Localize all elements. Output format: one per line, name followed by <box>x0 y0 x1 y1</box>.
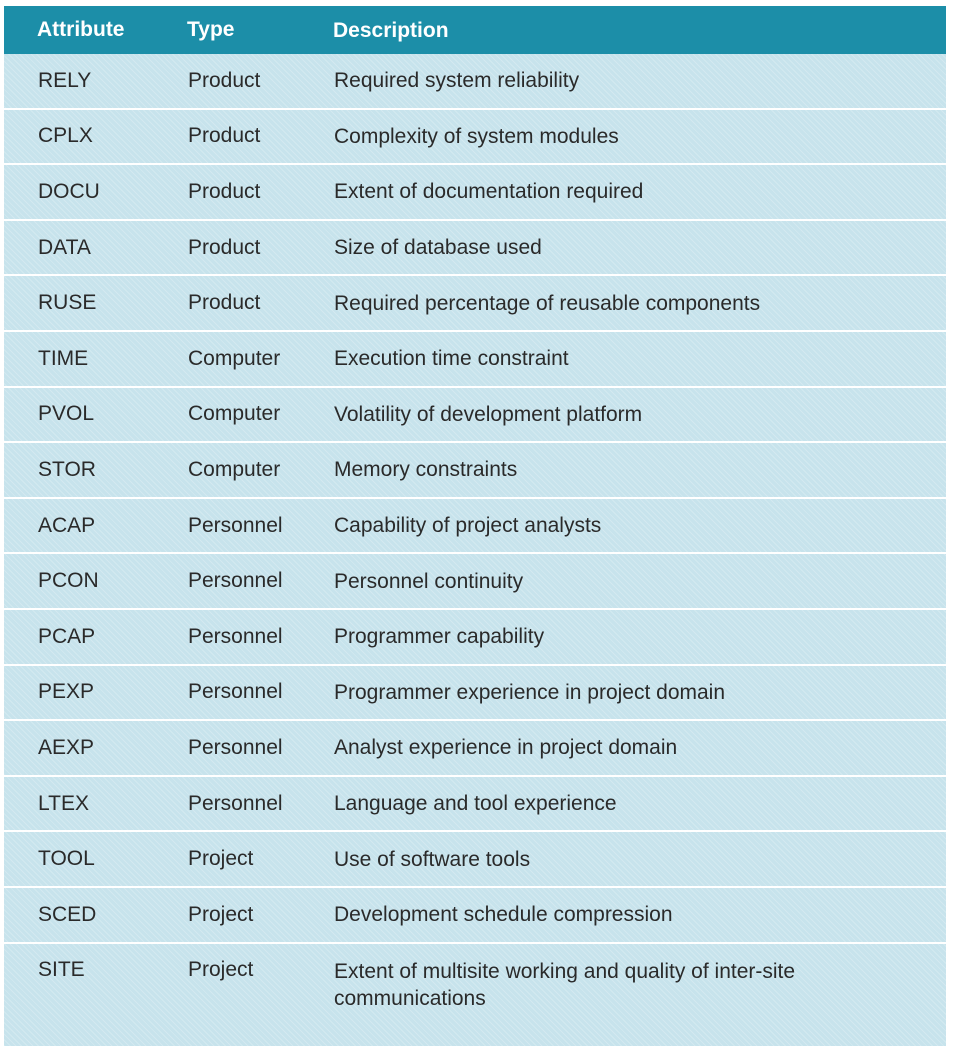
cell-description: Memory constraints <box>334 458 518 482</box>
header-type: Type <box>187 18 235 41</box>
cell-type: Product <box>188 291 261 315</box>
cell-attribute: PEXP <box>38 680 95 704</box>
table-row <box>4 110 946 166</box>
header-description: Description <box>333 18 449 42</box>
table-row <box>4 666 946 722</box>
cell-description: Analyst experience in project domain <box>334 736 678 760</box>
cell-type: Product <box>188 235 261 259</box>
cell-attribute: PCON <box>38 569 99 593</box>
cell-description: Programmer capability <box>334 625 545 649</box>
table-row <box>4 610 946 666</box>
cell-description: Extent of multisite working and quality of inter-site communications <box>334 959 796 1010</box>
table-row <box>4 276 946 332</box>
cell-type: Computer <box>188 457 281 481</box>
table-row <box>4 388 946 444</box>
cell-description: Programmer experience in project domain <box>334 680 726 704</box>
cell-attribute: AEXP <box>38 735 95 759</box>
cell-description: Complexity of system modules <box>334 124 619 148</box>
cell-attribute: DOCU <box>38 179 100 203</box>
cell-description: Required system reliability <box>334 69 580 93</box>
table-row <box>4 165 946 221</box>
cell-description: Personnel continuity <box>334 569 524 593</box>
cell-attribute: TOOL <box>38 847 95 871</box>
attribute-table <box>4 6 946 1046</box>
cell-type: Computer <box>188 402 281 426</box>
cell-description: Size of database used <box>334 236 542 260</box>
table-body <box>4 54 946 1046</box>
cell-type: Product <box>188 124 261 148</box>
table-row <box>4 443 946 499</box>
header-attribute: Attribute <box>37 18 125 41</box>
cell-type: Personnel <box>188 680 283 704</box>
table-row <box>4 54 946 110</box>
cell-type: Project <box>188 847 254 871</box>
cell-description: Use of software tools <box>334 847 531 871</box>
cell-attribute: STOR <box>38 457 96 481</box>
cell-attribute: PCAP <box>38 624 96 648</box>
cell-attribute: RUSE <box>38 291 97 315</box>
cell-attribute: SCED <box>38 902 97 926</box>
cell-type: Personnel <box>188 735 283 759</box>
cell-attribute: ACAP <box>38 513 96 537</box>
cell-attribute: PVOL <box>38 402 95 426</box>
table-row <box>4 777 946 833</box>
cell-attribute: TIME <box>38 346 89 370</box>
cell-type: Project <box>188 957 254 981</box>
cell-type: Personnel <box>188 569 283 593</box>
cell-description: Extent of documentation required <box>334 180 644 204</box>
cell-attribute: CPLX <box>38 124 93 148</box>
cell-description: Required percentage of reusable components <box>334 291 761 315</box>
table-row <box>4 221 946 277</box>
table-row <box>4 888 946 944</box>
cell-attribute: LTEX <box>38 791 89 815</box>
cell-type: Product <box>188 68 261 92</box>
cell-type: Personnel <box>188 791 283 815</box>
cell-type: Personnel <box>188 513 283 537</box>
cell-description: Capability of project analysts <box>334 514 602 538</box>
table-header <box>4 6 946 54</box>
table-row <box>4 499 946 555</box>
cell-attribute: DATA <box>38 235 91 259</box>
cell-type: Computer <box>188 346 281 370</box>
cell-description: Execution time constraint <box>334 347 569 371</box>
table-row <box>4 721 946 777</box>
cell-type: Project <box>188 902 254 926</box>
cell-type: Personnel <box>188 624 283 648</box>
cell-description: Language and tool experience <box>334 792 617 816</box>
cell-type: Product <box>188 179 261 203</box>
cell-attribute: RELY <box>38 68 92 92</box>
cell-description: Volatility of development platform <box>334 402 643 426</box>
cell-attribute: SITE <box>38 957 85 981</box>
table-row <box>4 332 946 388</box>
cell-description: Development schedule compression <box>334 903 673 927</box>
table-row <box>4 832 946 888</box>
table-row <box>4 554 946 610</box>
table-row <box>4 944 946 1040</box>
